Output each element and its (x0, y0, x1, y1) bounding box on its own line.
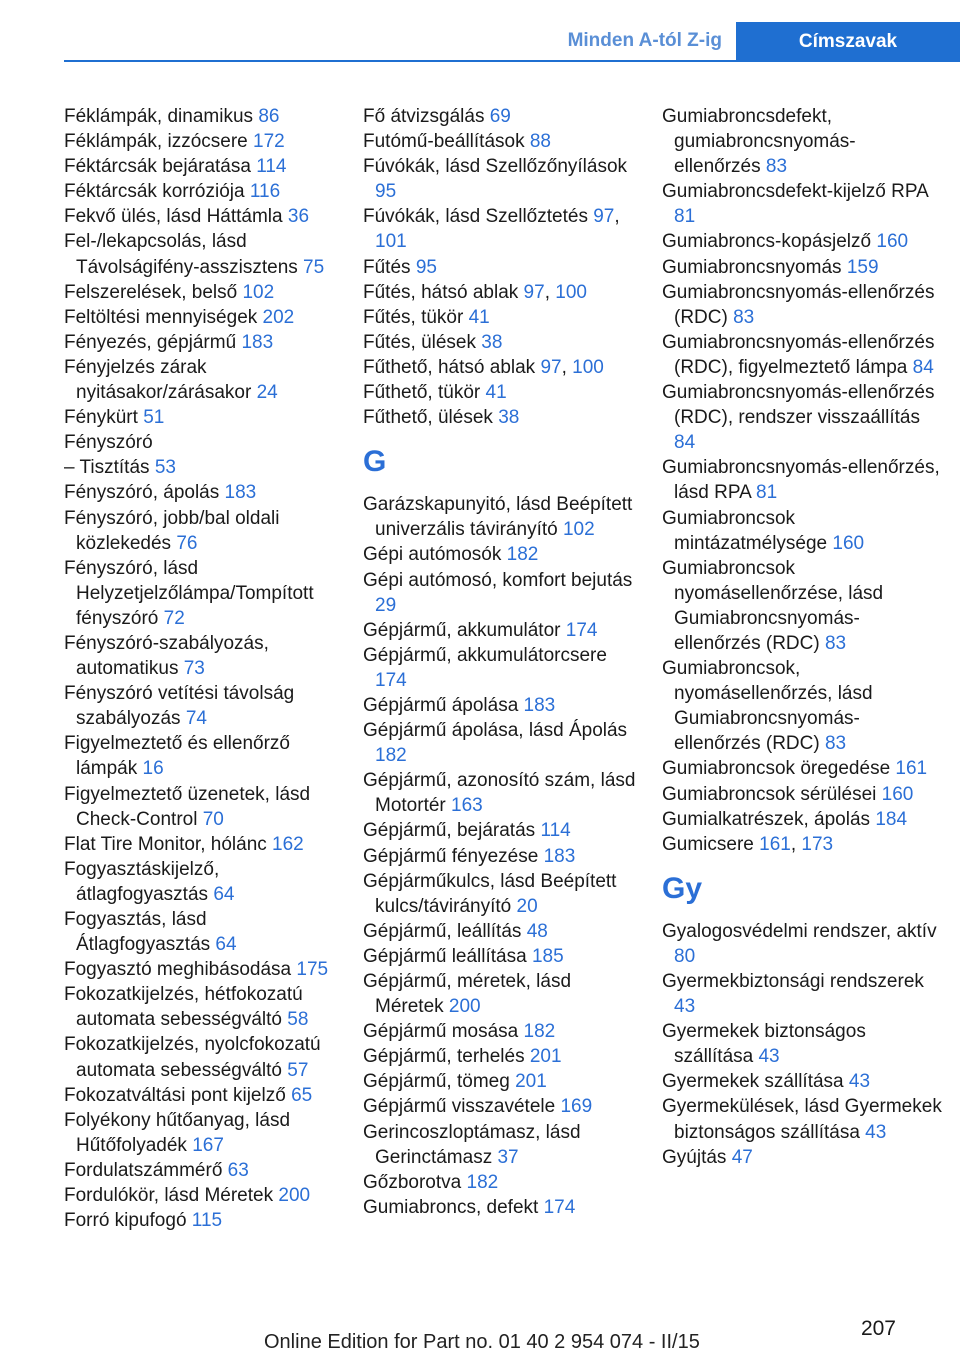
entry-term: Fűtés, ülések (363, 331, 476, 353)
index-entry (64, 480, 344, 505)
index-letter-heading: Gy (662, 871, 703, 905)
index-entry (363, 693, 643, 718)
index-entry (363, 568, 643, 618)
index-entry (363, 330, 643, 355)
index-entry (64, 957, 344, 982)
index-entry (64, 1158, 344, 1183)
page-reference-link[interactable]: 57 (287, 1059, 309, 1081)
index-entry (64, 154, 344, 179)
entry-term: Gőzborotva (363, 1171, 462, 1193)
page-reference-link[interactable]: 182 (466, 1171, 499, 1193)
entry-term: Fűtés (363, 256, 411, 278)
page-reference-link[interactable]: 174 (543, 1196, 576, 1218)
index-entry (64, 982, 344, 1032)
entry-term: Fűthető, ülések (363, 407, 493, 429)
entry-term: Futómű-beállítások (363, 131, 525, 153)
index-entry (64, 280, 344, 305)
page-reference-link[interactable]: 20 (516, 895, 538, 917)
index-entry (64, 229, 344, 279)
index-entry (363, 969, 643, 1019)
index-entry (662, 756, 942, 781)
page-reference-link[interactable]: 69 (489, 106, 511, 127)
page-reference-link[interactable]: 63 (227, 1159, 249, 1181)
page-reference-link[interactable]: 38 (481, 331, 503, 353)
index-entry: Gumicsere 161, 173 (662, 833, 834, 855)
entry-term: Fényszóró vetítési távolság szabályozás (64, 683, 295, 730)
entry-term: Fűtés, hátsó ablak (363, 281, 519, 303)
index-entry (363, 1019, 643, 1044)
index-entry: Fűthető, hátsó ablak 97, 100 (363, 356, 604, 378)
page-reference-link[interactable]: 174 (565, 619, 598, 641)
index-entry (363, 919, 643, 944)
entry-term: Fő átvizsgálás (363, 106, 485, 127)
index-entry (662, 1069, 942, 1094)
index-entry (64, 731, 344, 781)
entry-term: Figyelmeztető üzenetek, lásd Check-Control (64, 783, 311, 830)
index-entry (363, 869, 643, 919)
page-reference-link[interactable]: 84 (912, 356, 934, 378)
entry-term: Folyékony hűtőanyag, lásd Hűtőfolyadék (64, 1109, 291, 1156)
index-entry (662, 969, 942, 1019)
page-reference-link[interactable]: 37 (497, 1146, 519, 1168)
entry-term: Fűthető, hátsó ablak (363, 356, 536, 378)
page-reference-link[interactable]: 70 (202, 808, 224, 830)
index-entry (662, 656, 942, 756)
entry-term: Fúvókák, lásd Szellőztetés (363, 206, 588, 228)
page-reference-link[interactable]: 16 (142, 758, 164, 780)
entry-term: Gyalogosvédelmi rendszer, aktív (662, 920, 937, 942)
page-reference-link[interactable]: 97 (593, 206, 615, 228)
page-reference-link[interactable]: 53 (154, 457, 176, 479)
page-reference-link[interactable]: 172 (253, 131, 285, 153)
entry-term: Fekvő ülés, lásd Háttámla (64, 206, 283, 228)
page-reference-link[interactable]: 183 (543, 845, 576, 867)
page-reference-link[interactable]: 47 (731, 1146, 753, 1168)
page-reference-link[interactable]: 183 (241, 331, 274, 353)
entry-term: Fordulókör, lásd Méretek (64, 1185, 274, 1207)
index-entry (64, 330, 344, 355)
entry-term: Gumiabroncsnyomás-ellenőrzés (RDC), figyelmeztető lámpa (662, 331, 935, 378)
page-reference-link[interactable]: 160 (876, 231, 909, 253)
index-entry (64, 355, 344, 405)
page-reference-link[interactable]: 84 (674, 432, 696, 454)
page-reference-link[interactable]: 88 (529, 131, 551, 153)
page-reference-link[interactable]: 81 (756, 482, 778, 504)
entry-term: Gépjármű ápolása, lásd Ápolás (363, 720, 628, 742)
entry-term: Gépjármű visszavétele (363, 1096, 556, 1118)
entry-term: Fényszóró, jobb/bal oldali közlekedés (64, 507, 280, 554)
page-reference-link[interactable]: 200 (448, 996, 481, 1018)
page-reference-link[interactable]: 97 (540, 356, 562, 378)
page-reference-link[interactable]: 43 (865, 1121, 887, 1143)
index-entry (363, 1120, 643, 1170)
entry-term: Fénykürt (64, 407, 138, 429)
index-entry (64, 405, 344, 430)
entry-term: Gumiabroncsdefekt, gumiabroncsnyomás-ellenőrzés (662, 106, 856, 178)
page-reference-link[interactable]: 95 (375, 181, 397, 203)
page-reference-link[interactable]: 97 (523, 281, 545, 303)
entry-term: Gépjárműkulcs, lásd Beépített kulcs/távirányító (363, 870, 617, 917)
entry-term: Gyermekülések, lásd Gyermekek biztonságos szállítása (662, 1096, 942, 1143)
page-reference-link[interactable]: 159 (846, 256, 879, 278)
page-reference-link[interactable]: 183 (523, 694, 556, 716)
entry-term: Fokozatkijelzés, hétfokozatú automata sebességváltó (64, 984, 303, 1031)
entry-term: Féklámpák, dinamikus (64, 106, 254, 127)
entry-term: – Tisztítás (64, 457, 150, 479)
index-entry (64, 1208, 344, 1233)
index-entry (363, 643, 643, 693)
entry-term: Gépjármű ápolása (363, 694, 519, 716)
page-reference-link[interactable]: 184 (875, 808, 908, 830)
page-reference-link[interactable]: 182 (506, 544, 539, 566)
entry-term: Gépjármű, azonosító szám, lásd Motortér (363, 770, 636, 817)
page-reference-link[interactable]: 83 (824, 632, 847, 654)
page-reference-link[interactable]: 75 (303, 256, 325, 278)
entry-term: Fényezés, gépjármű (64, 331, 237, 353)
page-reference-link[interactable]: 160 (832, 532, 865, 554)
entry-term: Gyermekek szállítása (662, 1071, 844, 1093)
entry-term: Gépjármű, tömeg (363, 1071, 510, 1093)
entry-term: Gumiabroncsnyomás-ellenőrzés (RDC) (662, 281, 935, 328)
page-reference-link[interactable]: 72 (163, 607, 185, 629)
index-entry (363, 405, 643, 430)
page-reference-link[interactable]: 102 (242, 281, 275, 303)
page-reference-link[interactable]: 167 (192, 1134, 224, 1156)
page-reference-link[interactable]: 24 (256, 382, 278, 404)
page-reference-link[interactable]: 173 (801, 833, 834, 855)
page-reference-link[interactable]: 100 (572, 356, 604, 378)
entry-term: Gépjármű leállítása (363, 945, 527, 967)
page-reference-link[interactable]: 116 (249, 181, 281, 203)
index-column-3 (662, 104, 942, 1170)
entry-term: Gumialkatrészek, ápolás (662, 808, 871, 830)
entry-term: Gumiabroncs-kopásjelző (662, 231, 872, 253)
entry-term: Fűtés, tükör (363, 306, 464, 328)
index-entry (363, 1069, 643, 1094)
page-reference-link[interactable]: 36 (287, 206, 310, 228)
page-reference-link[interactable]: 64 (213, 883, 235, 905)
page-reference-link[interactable]: 43 (674, 996, 696, 1018)
index-entry (64, 430, 344, 455)
entry-term: Gépjármű, akkumulátor (363, 619, 561, 641)
page-reference-link[interactable]: 163 (451, 795, 483, 817)
entry-term: Gépi autómosók (363, 544, 502, 566)
index-entry (64, 782, 344, 832)
page-reference-link[interactable]: 160 (881, 783, 914, 805)
index-entry (363, 255, 643, 280)
page-reference-link[interactable]: 29 (375, 594, 397, 616)
index-entry (363, 1170, 643, 1195)
entry-term: Gyermekek biztonságos szállítása (662, 1021, 866, 1068)
index-entry (662, 556, 942, 656)
index-entry (662, 1145, 942, 1170)
entry-term: Fel-/lekapcsolás, lásd Távolságifény-asszisztens (64, 231, 298, 278)
page-reference-link[interactable]: 76 (176, 532, 198, 554)
index-entry (662, 1094, 942, 1144)
entry-term: Fogyasztó meghibásodása (64, 959, 292, 981)
index-entry (64, 1083, 344, 1108)
page-reference-link[interactable]: 183 (224, 482, 257, 504)
entry-term: Gépjármű fényezése (363, 845, 539, 867)
entry-term: Féklámpák, izzócsere (64, 131, 248, 153)
index-entry (64, 129, 344, 154)
entry-term: Fogyasztáskijelző, átlagfogyasztás (64, 858, 220, 905)
entry-term: Gépjármű, méretek, lásd Méretek (363, 971, 572, 1018)
entry-term: Gumiabroncsnyomás-ellenőrzés, lásd RPA (662, 457, 940, 504)
index-entry (64, 1183, 344, 1208)
index-entry (363, 1094, 643, 1119)
index-entry (64, 631, 344, 681)
page-reference-link[interactable]: 162 (272, 833, 304, 855)
index-entry (662, 807, 942, 832)
index-entry (363, 305, 643, 330)
page-reference-link[interactable]: 43 (758, 1046, 780, 1068)
page-reference-link[interactable]: 95 (415, 256, 437, 278)
page-reference-link[interactable]: 114 (540, 820, 571, 842)
index-entry (363, 380, 643, 405)
entry-term: Gyújtás (662, 1146, 727, 1168)
index-entry (64, 907, 344, 957)
page-reference-link[interactable]: 182 (523, 1021, 556, 1043)
section-title: Minden A-tól Z-ig (567, 30, 722, 51)
entry-term: Féktárcsák korróziója (64, 181, 245, 203)
entry-term: Fogyasztás, lásd Átlagfogyasztás (64, 909, 211, 956)
index-entry (64, 681, 344, 731)
index-entry (363, 1044, 643, 1069)
page-reference-link[interactable]: 74 (185, 708, 207, 730)
index-entry (363, 104, 643, 129)
page-reference-link[interactable]: 80 (674, 945, 696, 967)
index-entry (662, 782, 942, 807)
page-reference-link[interactable]: 100 (555, 281, 587, 303)
index-entry (662, 330, 942, 380)
page-reference-link[interactable]: 200 (278, 1185, 311, 1207)
entry-term: Garázskapunyitó, lásd Beépített univerzális távirányító (363, 494, 633, 541)
index-entry (64, 204, 344, 229)
entry-term: Gépjármű mosása (363, 1021, 519, 1043)
index-entry (363, 618, 643, 643)
page-reference-link[interactable]: 102 (562, 519, 595, 541)
index-column-2 (363, 104, 643, 1220)
index-entry (64, 305, 344, 330)
entry-term: Gumiabroncsnyomás-ellenőrzés (RDC), rendszer visszaállítás (662, 382, 935, 429)
index-entry (363, 492, 643, 542)
page-reference-link[interactable]: 81 (674, 206, 696, 228)
page-reference-link[interactable]: 86 (258, 106, 280, 127)
index-entry (662, 255, 942, 280)
index-entry: Fűtés, hátsó ablak 97, 100 (363, 281, 587, 303)
entry-term: Fényszóró, ápolás (64, 482, 220, 504)
entry-term: Fűthető, tükör (363, 382, 481, 404)
index-entry (64, 179, 344, 204)
page-reference-link[interactable]: 51 (143, 407, 165, 429)
entry-term: Gumiabroncs, defekt (363, 1196, 539, 1218)
index-entry (662, 280, 942, 330)
index-entry (662, 179, 942, 229)
entry-term: Gumicsere (662, 833, 754, 855)
entry-term: Gerincoszloptámasz, lásd Gerinctámasz (363, 1121, 581, 1168)
entry-term: Gépjármű, bejáratás (363, 820, 536, 842)
index-column-1 (64, 104, 344, 1233)
index-entry (363, 944, 643, 969)
page-reference-link[interactable]: 175 (296, 959, 329, 981)
index-entry (64, 455, 344, 480)
index-entry (64, 104, 344, 129)
entry-term: Gumiabroncsok öregedése (662, 758, 891, 780)
entry-term: Fényszóró, lásd Helyzetjelzőlámpa/Tompított fényszóró (64, 557, 314, 629)
page-reference-link[interactable]: 48 (526, 920, 548, 942)
entry-term: Gumiabroncsok nyomásellenőrzése, lásd Gumiabroncsnyomás-ellenőrzés (RDC) (662, 557, 884, 654)
index-entry (64, 857, 344, 907)
page-reference-link[interactable]: 185 (531, 945, 564, 967)
entry-term: Forró kipufogó (64, 1210, 187, 1232)
entry-term: Felszerelések, belső (64, 281, 238, 303)
index-entry (363, 844, 643, 869)
edition-footer: Online Edition for Part no. 01 40 2 954 074 - II/15 (264, 1331, 700, 1353)
entry-term: Gépi autómosó, komfort bejutás (363, 569, 633, 591)
index-entry (363, 818, 643, 843)
entry-term: Fényjelzés zárak nyitásakor/zárásakor (64, 356, 252, 404)
page-reference-link[interactable]: 83 (765, 156, 788, 178)
index-entry (363, 1195, 643, 1220)
entry-term: Gumiabroncsdefekt-kijelző RPA (662, 181, 928, 203)
entry-term: Flat Tire Monitor, hólánc (64, 833, 267, 855)
index-letter-heading: G (363, 445, 387, 479)
page-reference-link[interactable]: 201 (515, 1071, 547, 1093)
page-reference-link[interactable]: 174 (375, 669, 407, 691)
page-reference-link[interactable]: 38 (498, 407, 520, 429)
index-entry (64, 1108, 344, 1158)
entry-term: Féktárcsák bejáratása (64, 156, 251, 178)
index-entry (662, 506, 942, 556)
index-entry (363, 154, 643, 204)
entry-term: Gépjármű, terhelés (363, 1046, 525, 1068)
page-reference-link[interactable]: 161 (895, 758, 928, 780)
index-entry (363, 768, 643, 818)
entry-term: Fúvókák, lásd Szellőzőnyílások (363, 156, 628, 178)
page-reference-link[interactable]: 41 (485, 382, 507, 404)
header-rule (64, 60, 960, 62)
index-entry (662, 104, 942, 179)
page-reference-link[interactable]: 58 (287, 1009, 309, 1031)
index-entry: Fúvókák, lásd Szellőztetés 97, 101 (363, 206, 620, 253)
page-reference-link[interactable]: 161 (759, 833, 791, 855)
page-reference-link[interactable]: 201 (529, 1046, 562, 1068)
page-reference-link[interactable]: 41 (468, 306, 490, 328)
index-entry (662, 1019, 942, 1069)
index-entry (662, 919, 942, 969)
index-entry (64, 1032, 344, 1082)
entry-term: Fényszóró-szabályozás, automatikus (64, 632, 269, 680)
page-reference-link[interactable]: 83 (733, 306, 755, 328)
entry-term: Fordulatszámmérő (64, 1159, 223, 1181)
entry-term: Gyermekbiztonsági rendszerek (662, 971, 924, 992)
index-entry (363, 542, 643, 567)
page-reference-link[interactable]: 202 (262, 306, 295, 328)
page-reference-link[interactable]: 114 (256, 156, 287, 178)
entry-term: Fényszóró (64, 432, 153, 454)
page-reference-link[interactable]: 101 (375, 231, 407, 253)
page-reference-link[interactable]: 169 (560, 1096, 593, 1118)
entry-term: Fokozatkijelzés, nyolcfokozatú automata sebességváltó (64, 1034, 321, 1081)
page-reference-link[interactable]: 43 (848, 1071, 871, 1093)
index-entry (64, 506, 344, 556)
entry-term: Figyelmeztető és ellenőrző lámpák (64, 733, 290, 780)
page-reference-link[interactable]: 65 (291, 1084, 313, 1106)
entry-term: Gumiabroncsnyomás (662, 256, 842, 278)
index-entry (363, 129, 643, 154)
entry-term: Gépjármű, akkumulátorcsere (363, 644, 607, 666)
page-reference-link[interactable]: 182 (375, 745, 407, 767)
section-tab: Címszavak (736, 22, 960, 62)
page-reference-link[interactable]: 73 (183, 658, 205, 680)
index-entry (363, 718, 643, 768)
entry-term: Fokozatváltási pont kijelző (64, 1084, 286, 1106)
page-number: 207 (860, 1317, 896, 1340)
entry-term: Gumiabroncsok mintázatmélysége (662, 507, 828, 554)
page-reference-link[interactable]: 83 (824, 733, 847, 755)
entry-term: Gumiabroncsok sérülései (662, 783, 877, 805)
index-entry (64, 556, 344, 631)
page-reference-link[interactable]: 64 (215, 934, 237, 956)
index-entry (662, 380, 942, 455)
page-reference-link[interactable]: 115 (191, 1210, 223, 1232)
index-entry (662, 455, 942, 505)
entry-term: Gépjármű, leállítás (363, 920, 522, 942)
entry-term: Gumiabroncsok, nyomásellenőrzés, lásd Gumiabroncsnyomás-ellenőrzés (RDC) (662, 658, 873, 755)
entry-term: Feltöltési mennyiségek (64, 306, 258, 328)
index-entry (662, 229, 942, 254)
index-entry (64, 832, 344, 857)
